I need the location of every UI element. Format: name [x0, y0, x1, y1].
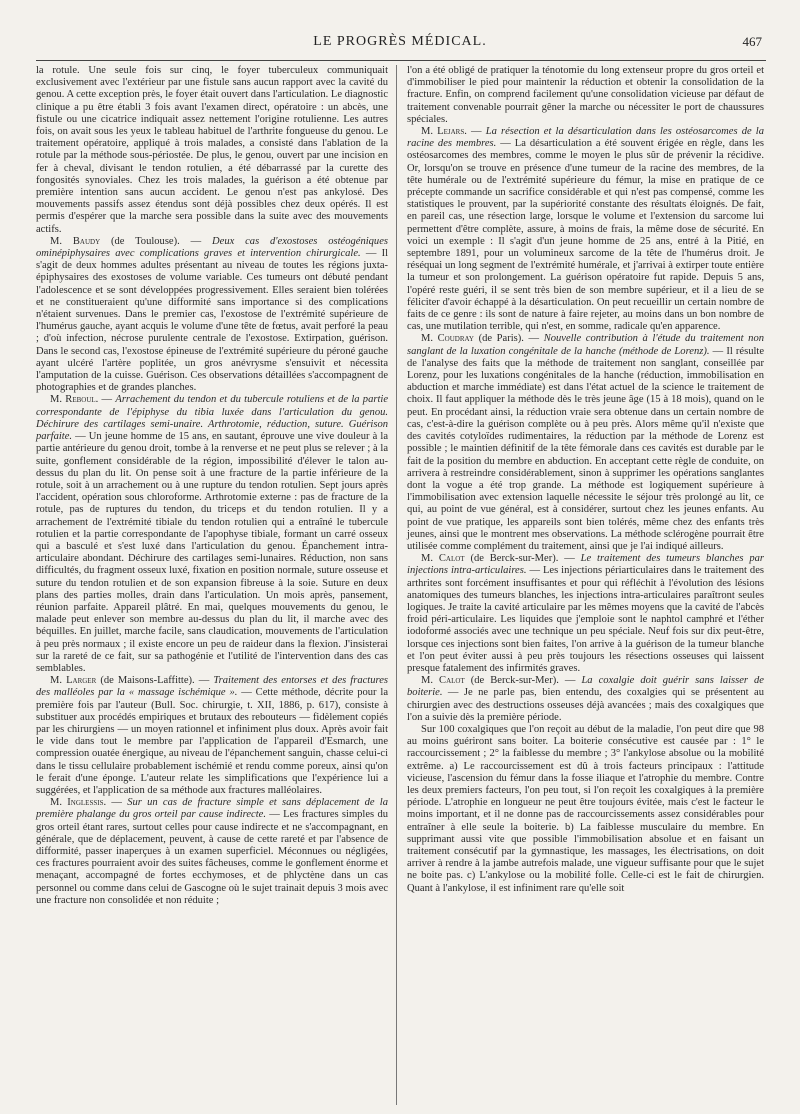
author-name: M. Reboul — [50, 394, 96, 406]
communication-title: Arrachement du tendon et du tubercule rotuliens et de la partie correspondante de l'épiphyse du tibia luxée dans l'articulation du genou. Déchirure des cartilages semi-unaire. Arthrotomie, réduction, suture. Guérison parfaite. — [36, 394, 389, 443]
author-origin: (de Toulouse). — — [100, 235, 213, 247]
paragraph: Sur 100 coxalgiques que l'on reçoit au début de la maladie, l'on peut dire que 98 au moins guériront sans boiter. La boiterie consécutive est causée par : 1° le raccourcissement ; 2° la faiblesse du membre ; 3° l'ankylose absolue ou la mobilité extrême. a) Le raccourcissement est dû à trois facteurs principaux : l'attitude vicieuse, l'ascension du fémur dans la fosse iliaque et l'atrophie du membre. Contre les deux premiers facteurs, l'on peu tout, si l'on reçoit les coxalgiques à la première période. L'atrophie en longueur ne peut être toujours évitée, mais c'est le facteur le moins important, et il ne donne pas de raccourcissements assez considérables pour entraîner à elle seule la boiterie. b) La faiblesse musculaire du membre. En supprimant aussi vite que possible l'immobilisation absolue et en faisant un traitement consécutif par la gymnastique, les massages, les électrisations, on doit arriver à rendre à la jambe autrefois malade, une vigueur suffisante pour que le sujet ne boite pas. c) L'ankylose ou la mobilité folle. Celle-ci est le fait de chirurgien. Quant à l'ankylose, il est infiniment rare qu'elle soit — [407, 723, 764, 894]
author-origin: . — — [95, 394, 116, 406]
author-origin: . — — [464, 126, 486, 138]
communication-body: — Les injections périarticulaires dans le traitement des arthrites sont forcément insuffisantes et pour qui réfléchit à l'évolution des lésions anatomiques des tumeurs blanches, les injections intra-articulaires paraîtront seules logiques. Je traite la cavité articulaire par les mêmes moyens que la cavité de l'abcès froid péri-articulaire. Les liquides que j'emploie sont le naphtol camphré et l'éther iodoformé associés avec une technique un peu spéciale. Neuf fois sur dix peut-être, lorsque ces injections sont bien faites, l'on arrive à la guérison de la tumeur blanche et l'on peut éviter aussi à peu près toujours les résections osseuses qui laissent presque fatalement des infirmités graves. — [407, 565, 764, 674]
author-name: M. Calot — [421, 553, 465, 565]
communication-title: La coxalgie doit guérir sans laisser de boiterie. — [407, 675, 764, 699]
communication-paragraph — [36, 236, 388, 395]
communication-body: — Un jeune homme de 15 ans, en sautant, éprouve une vive douleur à la partie antérieure du genou droit, tombe à la renverse et ne peut plus se relever ; à la suite, gonflement considérable de la région, impossibilité d'élever le talon au-dessus du plan du lit. On pense soit à une fracture de la partie inférieure de la rotule, soit à un arrachement ou à une rupture du tendon rotulien. Sept jours après l'accident, opération sous chloroforme. Arthrotomie externe : pas de fracture de la rotule, pas de ruptures du tendon, du triceps et du tendon rotulien. Il y a arrachement de l'extrémité tibiale du tendon rotulien qui a entraîné le tubercule rotulien et la partie correspondante de l'apophyse tibiale, formant un carré osseux qui a basculé et s'est luxé dans l'articulation du genou. Épanchement intra-articulaire abondant. Déchirure des cartilages semi-lunaires. Réduction, non sans difficultés, du fragment osseux luxé, fixation en position normale, suture osseuse et suture du tendon rotulien et de son expansion fibreuse à la soie. Suture en deux plans des parties molles, drain dans l'articulation. Un mois après, pansement, réunion parfaite. Appareil plâtré. En mai, quelques mouvements du genou, le malade peut enlever son membre au-dessus du plan du lit, il marche avec des béquilles. En juillet, marche facile, sans claudication, mouvements de l'articulation à peu près normaux ; il existe encore un peu de raideur dans la flexion. J'insisterai sur la rareté de ce fait, sur sa pathogénie et l'utilité de l'intervention dans des cas semblables. — [36, 431, 389, 674]
paragraph: la rotule. Une seule fois sur cinq, le foyer tuberculeux communiquait exclusivement avec l'extérieur par une fistule sans aucun rapport avec la cavité du genou. A cette exception près, le foyer était ouvert dans l'articulation. Le diagnostic clinique a pu être établi 3 fois avant l'examen direct, opératoire : un abcès, une fistule ou une cicatrice indiquait assez nettement l'origine rotulienne. Les autres fois, on avait sous les yeux le tableau habituel de l'arthrite fongueuse du genou. Le traitement opératoire, appliqué à trois malades, a consisté dans l'ablation de la rotule par la méthode sous-périostée. De plus, le genou, ouvert par une incision en fer à cheval, divisant le tendon rotulien, a été débarrassé par la curette des fongosités synoviales. Chez les trois malades, la guérison a été obtenue par première intention sans aucun accident. Le genou n'est pas ankylosé. Des mouvements passifs assez étendus sont déjà possibles chez deux opérés. Il est permis d'espérer que la marche sera possible dans la suite avec des mouvements actifs. — [36, 65, 389, 235]
communication-title: La résection et la désarticulation dans les ostéosarcomes de la racine des membres. — [407, 126, 764, 150]
communication-body: — Il résulte de l'analyse des faits que la méthode de traitement non sanglant, conseillée par Lorenz, pour les luxations congénitales de la hanche (réduction, immobilisation en abduction et marche immédiate) est dans l'état actuel de la science le traitement de choix. Il faut appliquer la méthode dès le très jeune âge (15 à 18 mois), quand on le peut. En procédant ainsi, la réduction vraie sera obtenue dans un certain nombre de cas, c'est-à-dire la guérison complète ou à peu près. Alors même qu'il n'existe que des cavités cotyloïdes rudimentaires, la réduction par la méthode de Lorenz est possible ; le maintien définitif de la tête fémorale dans ces cavités est durable par le fait de la position du membre en abduction. En acceptant cette règle de conduite, on arrivera à restreindre considérablement, sinon à supprimer les opérations sanglantes dont la vogue a été trop grande. La méthode est logiquement supérieure à l'immobilisation avec extension laquelle nécessite le séjour très prolongé au lit, ce qui, au point de vue général, est à considérer, surtout chez les jeunes enfants. Au point de vue pratique, les appareils sont bien tolérés, même chez des enfants très jeunes, ainsi que le montrent mes observations. La méthode sclérogène pourrait être utilisée comme complément du traitement, ainsi que je l'ai indiqué ailleurs. — [407, 345, 765, 552]
author-name: M. Calot — [421, 675, 465, 687]
author-origin: (de Berck-sur-Mer). — — [464, 553, 581, 565]
author-name: M. Inglessis — [50, 797, 104, 809]
header-rule — [36, 60, 766, 61]
page-header — [30, 28, 770, 50]
right-column — [396, 65, 770, 1105]
communication-title: Traitement des entorses et des fractures des malléoles par la « massage ischémique ». — [36, 675, 388, 699]
running-title: LE PROGRÈS MÉDICAL. — [313, 34, 487, 49]
left-column — [30, 65, 396, 1105]
author-origin: (de Berck-sur-Mer). — — [464, 675, 582, 687]
communication-title: Sur un cas de fracture simple et sans déplacement de la première phalange du gros orteil par cause indirecte. — [36, 797, 388, 821]
author-name: M. Baudy — [50, 235, 101, 247]
communication-title: Nouvelle contribution à l'étude du traitement non sanglant de la luxation congénitale de la hanche (méthode de Lorenz). — [407, 333, 764, 357]
communication-body: — Il s'agit de deux hommes adultes présentant au niveau de toutes les régions juxta-épiphysaires des exostoses de volume variable. Ces tumeurs ont débuté pendant l'adolescence et se sont développées progressivement. Elles seraient bien tolérées et ne constitueraient qu'une difformité sans importance si des complications n'étaient survenues. Dans le premier cas, l'exostose de l'extrémité supérieure de l'humérus gauche, ayant acquis le volume d'une tête de fœtus, avait perforé la peau ; d'où infection, nécrose purulente centrale de l'exostose. Extirpation, guérison. Dans le second cas, l'exostose épineuse de l'extrémité supérieure du péroné gauche ayant ulcéré l'artère poplitée, un gros anévrysme s'ensuivit et nécessita l'amputation de la cuisse. Guérison. Ces observations détaillées s'accompagnent de photographies et de grandes planches. — [36, 248, 389, 394]
author-origin: (de Paris). — — [473, 333, 544, 345]
communication-paragraph — [36, 394, 388, 675]
communication-body: — Les fractures simples du gros orteil étant rares, surtout celles pour cause indirecte et ne s'accompagnant, en générale, que de déplacement, peuvent, à cause de cette rareté et par l'absence de difformité, passer inaperçues à un examen superficiel. Méconnues ou négligées, ces fractures pourraient avoir des suites fâcheuses, comme le gonflement énorme et menaçant, accompagné de fortes ecchymoses, et de phlyctène dans un cas personnel ou comme dans celui de Gascogne où le sujet trainait depuis 3 mois avec une fracture non consolidée et non réduite ; — [36, 809, 389, 906]
communication-paragraph — [407, 126, 764, 333]
communication-paragraph — [407, 675, 764, 724]
author-name: M. Coudray — [421, 333, 474, 345]
communication-body: — La désarticulation a été souvent érigée en règle, dans les ostéosarcomes des membres, comme le moyen le plus sûr de prévenir la récidive. Or, lorsqu'on se trouve en présence d'une tumeur de la racine des membres, de la tête humérale ou de l'extrémité supérieure du fémur, la mise en pratique de ce précepte commande un sacrifice considérable et qui n'est pas compensé, comme les statistiques le prouvent, par la supériorité constante des résultats éloignés. De fait, en pareil cas, une résection large, lorsque le volume et l'extension du sarcome lui permettent d'être complète, assure, à moins de frais, la même dose de sécurité. En voici un exemple : Il s'agit d'un jeune homme de 25 ans, entré à la Pitié, en septembre 1891, pour un volumineux sarcome de la tête de l'humérus droit. Je réséquai un long segment de l'extrémité humérale, et j'arrivai à extirper toute entière la tumeur et son prolongement. La guérison opératoire fut rapide. Depuis 5 ans, l'opéré reste guéri, il se sent très bien de son membre supérieur, et il a lieu de se féliciter d'avoir échappé à la désarticulation. On peut recueillir un certain nombre de faits de ce genre : ils sont de nature à faire rejeter, au moins dans un bon nombre de cas, une mutilation terrible, qui n'est, en somme, radicale qu'en apparence. — [407, 138, 764, 333]
communication-paragraph — [407, 333, 764, 553]
paragraph: l'on a été obligé de pratiquer la ténotomie du long extenseur propre du gros orteil et d'immobiliser le pied pour maintenir la réduction et obtenir la consolidation de la fracture. Enfin, on comprend facilement qu'une consolidation vicieuse par défaut de traitement convenable pourrait gêner la marche ou nécessiter le port de chaussures spéciales. — [407, 65, 764, 125]
page-number: 467 — [742, 34, 762, 49]
text-columns — [30, 65, 770, 1105]
author-name: M. Larger — [50, 675, 97, 687]
author-origin: (de Maisons-Laffitte). — — [96, 675, 214, 687]
communication-body: — Je ne parle pas, bien entendu, des coxalgies qui se présentent au chirurgien avec des destructions osseuses déjà avancées ; mais des coxalgiques que l'on a suivie dès la première période. — [407, 687, 764, 723]
communication-paragraph — [407, 553, 764, 675]
communication-body: — Cette méthode, décrite pour la première fois par l'auteur (Bull. Soc. chirurgie, t. XII, 1886, p. 617), consiste à substituer aux procédés empiriques et brutaux des rebouteurs — fidèlement copiés par les chirurgiens — un moyen rationnel et infiniment plus doux. Après avoir fait le vide dans tout le membre par l'application de l'appareil d'Esmarch, une compression ouatée énergique, au niveau de l'épanchement sanguin, chasse celui-ci dans le tissu cellulaire probablement ischémié et rendu comme poreux, ainsi qu'on le ferait d'une éponge. L'auteur relate les simplifications que l'expérience lui a suggérées, et l'application de sa méthode aux fractures malléolaires. — [36, 687, 389, 796]
communication-title: Deux cas d'exostoses ostéogéniques ominépiphysaires avec complications graves et intervention chirurgicale. — [36, 235, 388, 260]
author-name: M. Lejars — [421, 126, 465, 138]
author-origin: . — — [103, 797, 128, 809]
communication-paragraph — [36, 797, 388, 907]
communication-paragraph — [36, 675, 388, 797]
communication-title: Le traitement des tumeurs blanches par injections intra-articulaires. — [407, 553, 764, 577]
